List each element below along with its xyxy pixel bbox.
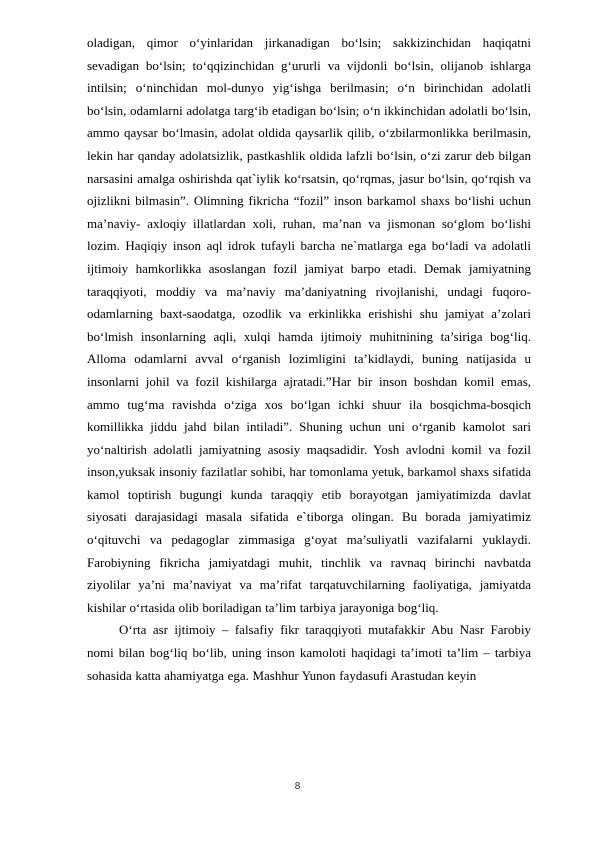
page-number: 8 — [294, 781, 301, 792]
body-paragraph-2: O‘rta asr ijtimoiy – falsafiy fikr taraqqiyoti mutafakkir Abu Nasr Farobiy nomi bilan bog‘liq bo‘lib, uning inson kamoloti haqidagi ta’imoti ta’lim – tarbiya sohasida katta ahamiyatga ega. Mashhur Yunon faydasufi Arastudan keyin — [87, 622, 531, 683]
body-paragraph-1: oladigan, qimor o‘yinlaridan jirkanadigan bo‘lsin; sakkizinchidan haqiqatni sevadigan bo‘lsin; to‘qqizinchidan g‘ururli va vijdonli bo‘lsin, olijanob ishlarga intilsin; o‘ninchidan mol-dunyo yig‘ishga berilmasin; o‘n birinchidan adolatli bo‘lsin, odamlarni adolatga targ‘ib etadigan bo‘lsin; o‘n ikkinchidan adolatli bo‘lsin, ammo qaysar bo‘lmasin, adolat oldida qaysarlik qilib, o‘zbilarmonlikka berilmasin, lekin har qanday adolatsizlik, pastkashlik oldida lafzli bo‘lsin, o‘zi zarur deb bilgan narsasini amalga oshirishda qat`iylik ko‘rsatsin, qo‘rqmas, jasur bo‘lsin, qo‘rqish va ojizlikni bilmasin”. Olimning fikricha “fozil” inson barkamol shaxs bo‘lishi uchun ma’naviy- axloqiy illatlardan xoli, ruhan, ma’nan va jismonan so‘glom bo‘lishi lozim. Haqiqiy inson aql idrok tufayli barcha ne`matlarga ega bo‘ladi va adolatli ijtimoiy hamkorlikka asoslangan fozil jamiyat barpo etadi. Demak jamiyatning taraqqiyoti, moddiy va ma’naviy ma’daniyatning rivojlanishi, undagi fuqoro-odamlarning baxt-saodatga, ozodlik va erkinlikka erishishi shu jamiyat a’zolari bo‘lmish insonlarning aqli, xulqi hamda ijtimoiy muhitnining ta’siriga bog‘liq. Alloma odamlarni avval o‘rganish lozimligini ta’kidlaydi, buning natijasida u insonlarni johil va fozil kishilarga ajratadi.”Har bir inson boshdan komil emas, ammo tug‘ma ravishda o‘ziga xos bo‘lgan ichki shuur ila bosqichma-bosqich komillikka jiddu jahd bilan intiladi”. Shuning uchun uni o‘rganib kamolot sari yo‘naltirish adolatli jamiyatning asosiy maqsadidir. Yosh avlodni komil va fozil inson,yuksak insoniy fazilatlar sohibi, har tomonlama yetuk, barkamol shaxs sifatida kamol toptirish bugungi kunda taraqqiy etib borayotgan jamiyatimizda davlat siyosati darajasidagi masala sifatida e`tiborga olingan. Bu borada jamiyatimiz o‘qituvchi va pedagoglar zimmasiga g‘oyat ma’suliyatli vazifalarni yuklaydi. Farobiyning fikricha jamiyatdagi muhit, tinchlik va ravnaq birinchi navbatda ziyolilar ya’ni ma’naviyat va ma’rifat tarqatuvchilarning faoliyatiga, jamiyatda kishilar o‘rtasida olib boriladigan ta’lim tarbiya jarayoniga bog‘liq. — [87, 35, 531, 615]
document-page — [87, 32, 531, 687]
